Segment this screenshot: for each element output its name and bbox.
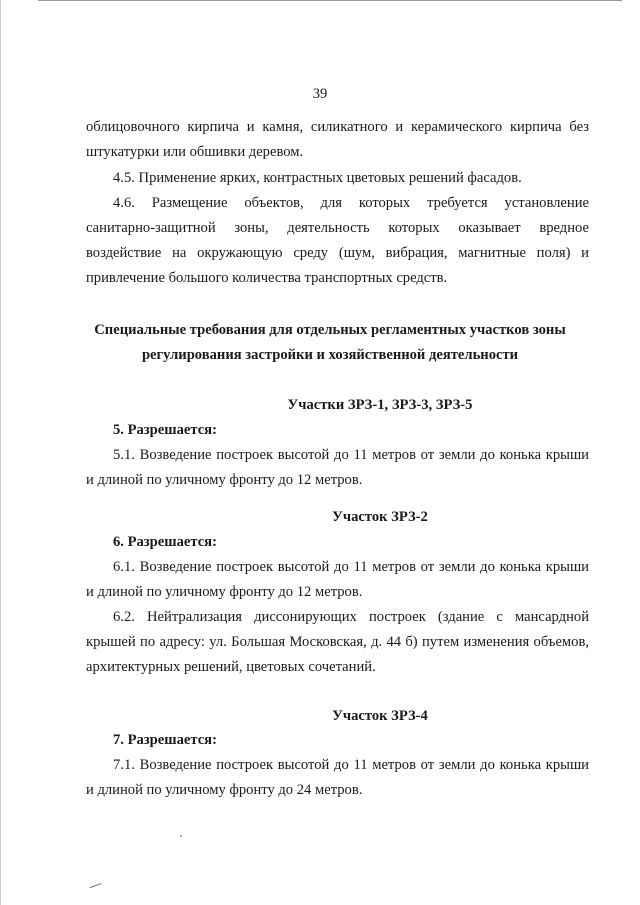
paragraph-line: крышей по адресу: ул. Большая Московская, д. 44 б) путем изменения объемов, [86, 634, 589, 650]
section-heading-line: регулирования застройки и хозяйственной деятельности [141, 347, 519, 363]
paragraph-4-5: 4.5. Применение ярких, контрастных цветовых решений фасадов. [113, 170, 522, 186]
paragraph-line: 6.2. Нейтрализация диссонирующих построек (здание с мансардной [113, 609, 589, 625]
paragraph-line: облицовочного кирпича и камня, силикатного и керамического кирпича без [86, 119, 589, 135]
allowed-heading: 5. Разрешается: [113, 422, 217, 438]
paragraph-line: архитектурных решений, цветовых сочетаний. [86, 659, 376, 675]
paragraph-line: и длиной по уличному фронту до 12 метров. [86, 472, 363, 488]
section-heading-line: Специальные требования для отдельных регламентных участков зоны [94, 322, 566, 338]
allowed-heading: 6. Разрешается: [113, 534, 217, 550]
paragraph-line: штукатурки или обшивки деревом. [86, 144, 304, 160]
paragraph-line: воздействие на окружающую среду (шум, вибрация, магнитные поля) и [86, 245, 589, 261]
page-number: 39 [312, 86, 328, 102]
page-top-edge [38, 0, 622, 1]
paragraph-line: 4.6. Размещение объектов, для которых требуется установление [113, 195, 589, 211]
allowed-heading: 7. Разрешается: [113, 732, 217, 748]
paragraph-line: 6.1. Возведение построек высотой до 11 метров от земли до конька крыши [113, 559, 589, 575]
paragraph-line: и длиной по уличному фронту до 24 метров. [86, 782, 363, 798]
page-left-edge [0, 0, 1, 905]
paragraph-line: санитарно-защитной зоны, деятельность которых оказывает вредное [86, 220, 589, 236]
scan-speck [180, 835, 182, 837]
paragraph-line: привлечение большого количества транспортных средств. [86, 270, 448, 286]
scan-mark [90, 883, 102, 890]
subsection-heading: Участок ЗРЗ-4 [332, 708, 428, 724]
subsection-heading: Участки ЗРЗ-1, ЗРЗ-3, ЗРЗ-5 [287, 397, 473, 413]
subsection-heading: Участок ЗРЗ-2 [332, 509, 428, 525]
paragraph-line: 5.1. Возведение построек высотой до 11 метров от земли до конька крыши [113, 447, 589, 463]
paragraph-line: и длиной по уличному фронту до 12 метров. [86, 584, 363, 600]
paragraph-line: 7.1. Возведение построек высотой до 11 метров от земли до конька крыши [113, 757, 589, 773]
